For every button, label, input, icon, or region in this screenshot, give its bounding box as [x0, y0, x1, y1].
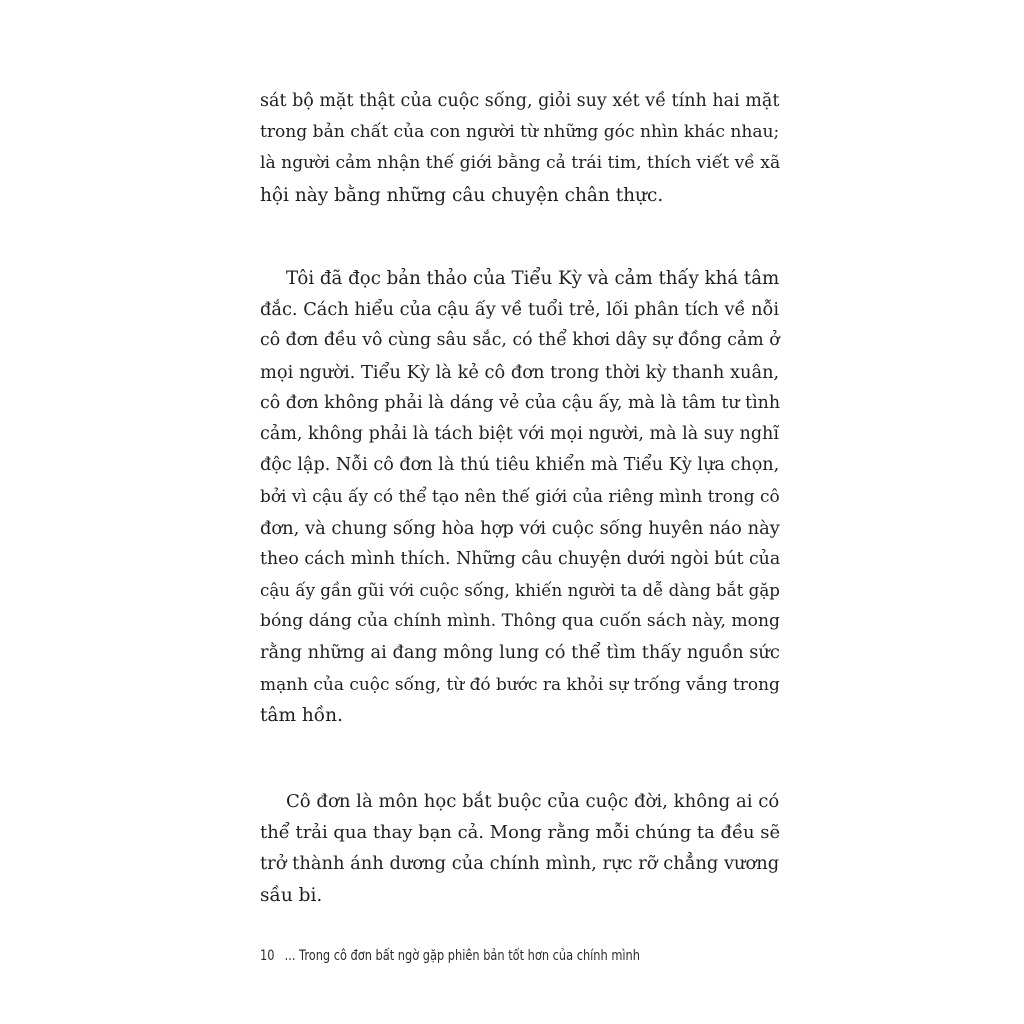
text-line: trở thành ánh dương của chính mình, rực rỡ chẳng vương: [260, 853, 780, 875]
paragraph-continued: [260, 86, 780, 211]
text-line: bởi vì cậu ấy có thể tạo nên thế giới của riêng mình trong cô: [260, 486, 780, 507]
text-line: là người cảm nhận thế giới bằng cả trái tim, thích viết về xã: [260, 153, 781, 174]
text-line: bóng dáng của chính mình. Thông qua cuốn sách này, mong: [260, 611, 780, 632]
text-line: sát bộ mặt thật của cuộc sống, giỏi suy xét về tính hai mặt: [260, 91, 780, 111]
text-line: cảm, không phải là tách biệt với mọi người, mà là suy nghĩ: [260, 424, 779, 445]
footer-separator: ...: [284, 948, 296, 964]
paragraph-review: [260, 263, 780, 731]
text-line: hội này bằng những câu chuyện chân thực.: [260, 184, 664, 206]
paragraph-closing: [260, 786, 780, 911]
text-line: trong bản chất của con người từ những góc nhìn khác nhau;: [260, 122, 780, 143]
text-line: rằng những ai đang mông lung có thể tìm thấy nguồn sức: [260, 642, 780, 664]
page-footer: [260, 946, 640, 966]
text-line: theo cách mình thích. Những câu chuyện dưới ngòi bút của: [260, 548, 781, 569]
text-line: tâm hồn.: [260, 704, 343, 726]
text-line: cậu ấy gần gũi với cuộc sống, khiến người ta dễ dàng bắt gặp: [260, 580, 780, 601]
text-line: mạnh của cuộc sống, từ đó bước ra khỏi sự trống vắng trong: [260, 673, 780, 694]
text-line: đắc. Cách hiểu của cậu ấy về tuổi trẻ, lối phân tích về nỗi: [260, 299, 780, 321]
text-line: đơn, và chung sống hòa hợp với cuộc sống huyên náo này: [260, 517, 780, 539]
text-line: cô đơn không phải là dáng vẻ của cậu ấy, mà là tâm tư tình: [260, 392, 781, 413]
text-line: Tôi đã đọc bản thảo của Tiểu Kỳ và cảm thấy khá tâm: [286, 268, 780, 289]
text-line: sầu bi.: [260, 884, 323, 906]
text-line: thể trải qua thay bạn cả. Mong rằng mỗi chúng ta đều sẽ: [260, 822, 781, 844]
running-title: Trong cô đơn bất ngờ gặp phiên bản tốt hơn của chính mình: [299, 948, 640, 964]
text-line: cô đơn đều vô cùng sâu sắc, có thể khơi dây sự đồng cảm ở: [260, 330, 780, 351]
page-number: 10: [260, 948, 275, 964]
text-line: mọi người. Tiểu Kỳ là kẻ cô đơn trong thời kỳ thanh xuân,: [260, 361, 780, 383]
text-line: Cô đơn là môn học bắt buộc của cuộc đời, không ai có: [286, 791, 780, 812]
text-line: độc lập. Nỗi cô đơn là thú tiêu khiển mà Tiểu Kỳ lựa chọn,: [260, 455, 780, 476]
